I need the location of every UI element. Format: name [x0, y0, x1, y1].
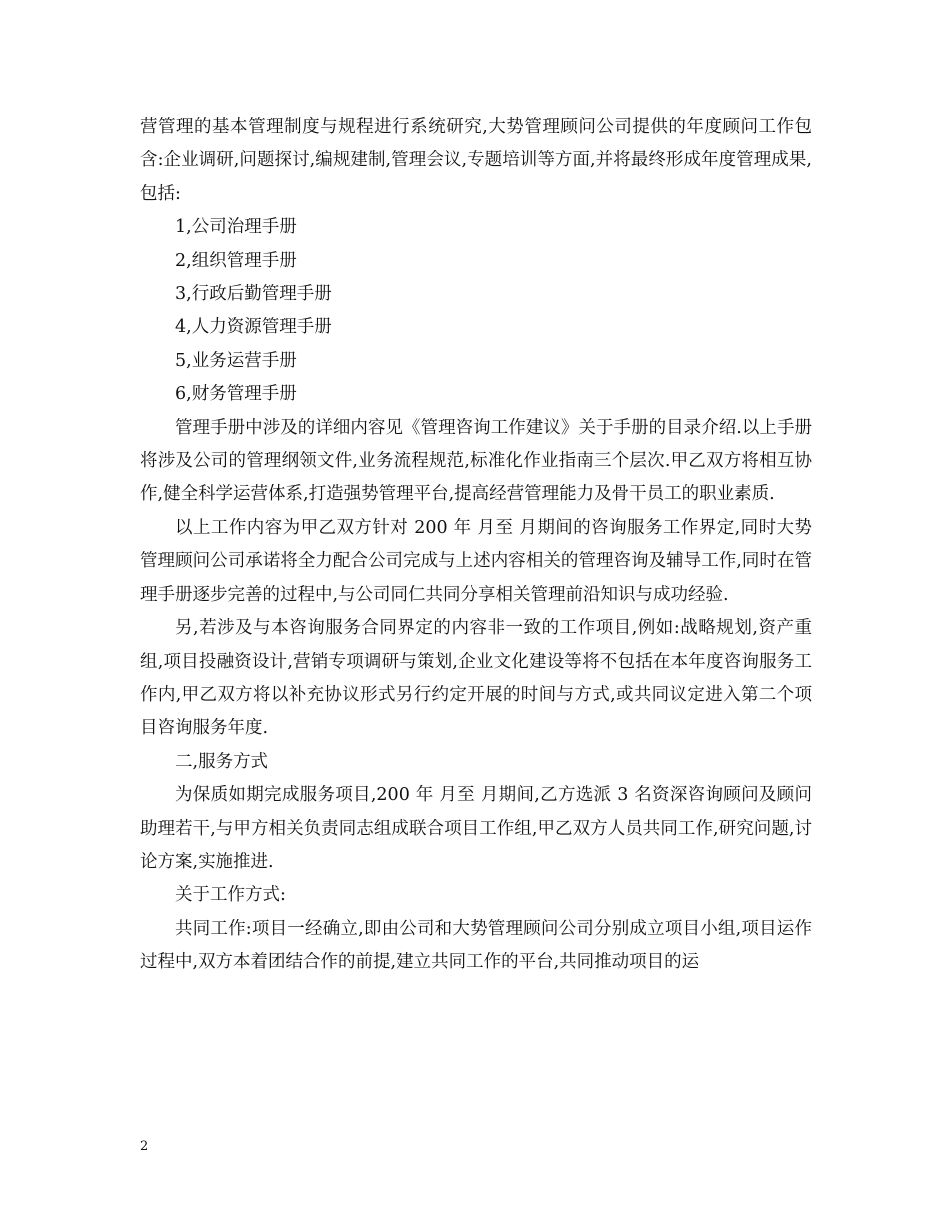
- paragraph-exclusions: 另,若涉及与本咨询服务合同界定的内容非一致的工作项目,例如:战略规划,资产重组,项目投融资设计,营销专项调研与策划,企业文化建设等将不包括在本年度咨询服务工作内,甲乙双方将以补充协议形式另行约定开展的时间与方式,或共同议定进入第二个项目咨询服务年度.: [140, 618, 812, 739]
- paragraph-manual-details: 管理手册中涉及的详细内容见《管理咨询工作建议》关于手册的目录介绍.以上手册将涉及公司的管理纲领文件,业务流程规范,标准化作业指南三个层次.甲乙双方将相互协作,健全科学运营体系,打造强势管理平台,提高经营管理能力及骨干员工的职业素质.: [140, 417, 812, 505]
- list-item-corporate-governance: 1,公司治理手册: [175, 217, 297, 238]
- list-item-admin-logistics: 3,行政后勤管理手册: [175, 284, 332, 305]
- section-heading-service-mode: 二,服务方式: [175, 751, 269, 772]
- page-number: 2: [140, 1139, 149, 1154]
- paragraph-intro: 营管理的基本管理制度与规程进行系统研究,大势管理顾问公司提供的年度顾问工作包含:企业调研,问题探讨,编规建制,管理会议,专题培训等方面,并将最终形成年度管理成果,包括:: [140, 117, 812, 204]
- paragraph-joint-work: 共同工作:项目一经确立,即由公司和大势管理顾问公司分别成立项目小组,项目运作过程中,双方本着团结合作的前提,建立共同工作的平台,共同推动项目的运: [140, 918, 812, 973]
- paragraph-project-team: 为保质如期完成服务项目,200 年 月至 月期间,乙方选派 3 名资深咨询顾问及顾问助理若干,与甲方相关负责同志组成联合项目工作组,甲乙双方人员共同工作,研究问题,讨论方案,实施推进.: [140, 785, 812, 872]
- subheading-work-method: 关于工作方式:: [175, 885, 286, 906]
- list-item-organization-management: 2,组织管理手册: [175, 250, 297, 271]
- document-body: [140, 111, 812, 980]
- list-item-finance-management: 6,财务管理手册: [175, 384, 297, 405]
- list-item-business-operations: 5,业务运营手册: [175, 350, 297, 371]
- list-item-human-resources: 4,人力资源管理手册: [175, 317, 332, 338]
- paragraph-work-scope: 以上工作内容为甲乙双方针对 200 年 月至 月期间的咨询服务工作界定,同时大势管理顾问公司承诺将全力配合公司完成与上述内容相关的管理咨询及辅导工作,同时在管理手册逐步完善的过程中,与公司同仁共同分享相关管理前沿知识与成功经验.: [140, 517, 812, 605]
